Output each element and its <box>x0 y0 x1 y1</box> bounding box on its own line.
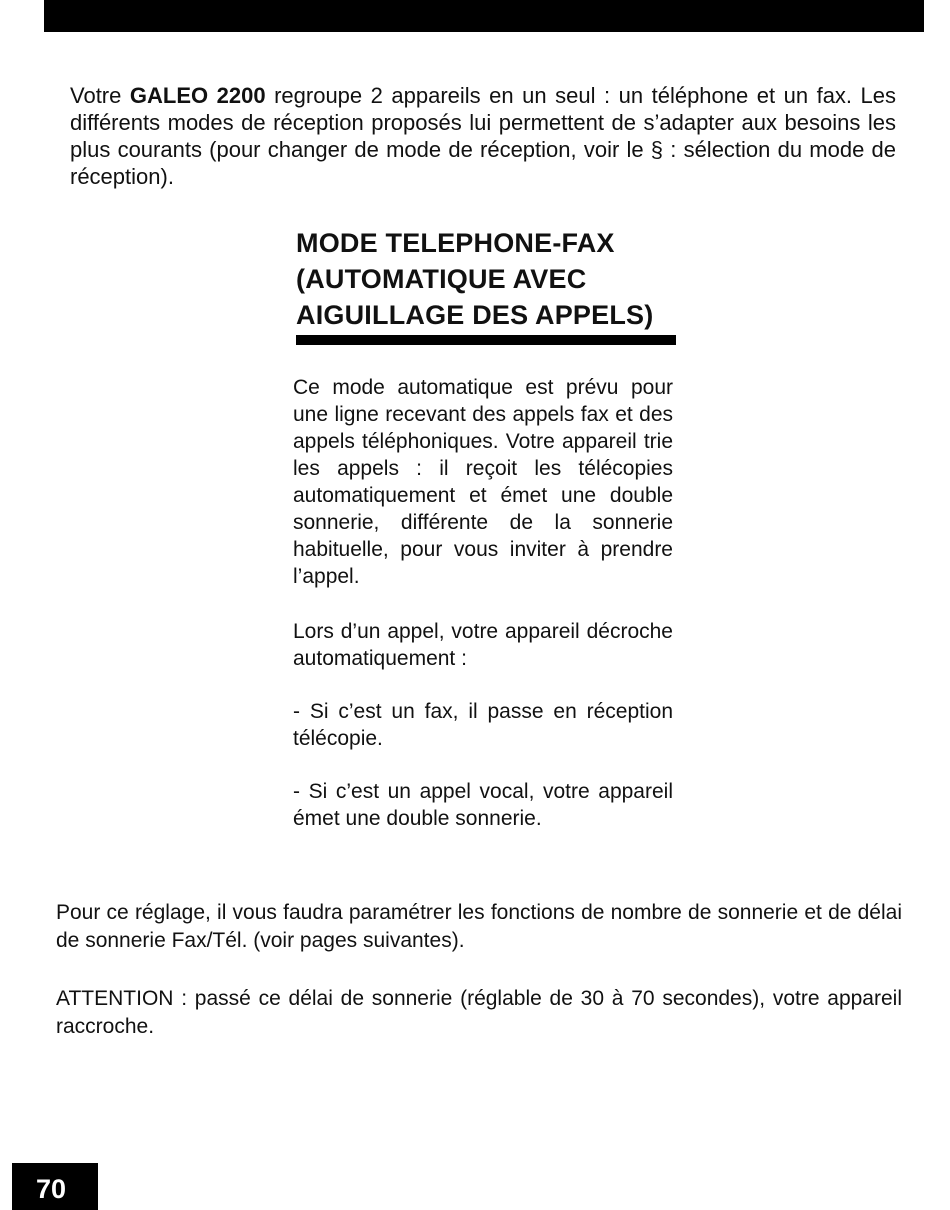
mode-description-paragraph: Ce mode automatique est prévu pour une ligne recevant des appels fax et des appels téléphoniques. Votre appareil trie les appels : il reçoit les télécopies automatiquement et émet une double sonnerie, différente de la sonnerie habituelle, pour vous inviter à prendre l’appel. <box>293 376 673 588</box>
voice-case-paragraph: - Si c’est un appel vocal, votre appareil émet une double sonnerie. <box>293 780 673 830</box>
section-title <box>296 225 716 333</box>
intro-paragraph <box>70 82 896 190</box>
call-handling-paragraph: Lors d’un appel, votre appareil décroche automatiquement : <box>293 620 673 670</box>
header-bar <box>44 0 924 32</box>
fax-case-paragraph: - Si c’est un fax, il passe en réception télécopie. <box>293 700 673 750</box>
section-title-line-1: MODE TELEPHONE-FAX <box>296 228 615 258</box>
page-number: 70 <box>35 1174 67 1204</box>
title-underline-rule <box>296 335 676 345</box>
section-title-line-3: AIGUILLAGE DES APPELS) <box>296 300 654 330</box>
page-number-box <box>12 1163 98 1210</box>
product-name: GALEO 2200 <box>129 83 266 108</box>
intro-prefix: Votre <box>70 83 130 108</box>
setting-note-paragraph: Pour ce réglage, il vous faudra paramétrer les fonctions de nombre de sonnerie et de délai de sonnerie Fax/Tél. (voir pages suivantes). <box>56 901 902 952</box>
section-title-line-2: (AUTOMATIQUE AVEC <box>296 264 587 294</box>
attention-note-paragraph: ATTENTION : passé ce délai de sonnerie (réglable de 30 à 70 secondes), votre appareil raccroche. <box>56 987 902 1038</box>
intro-text: regroupe 2 appareils en un seul : un téléphone et un fax. Les différents modes de réception proposés lui permettent de s’adapter aux besoins les plus courants (pour changer de mode de réception, voir le § : sélection du mode de réception). <box>70 83 897 189</box>
